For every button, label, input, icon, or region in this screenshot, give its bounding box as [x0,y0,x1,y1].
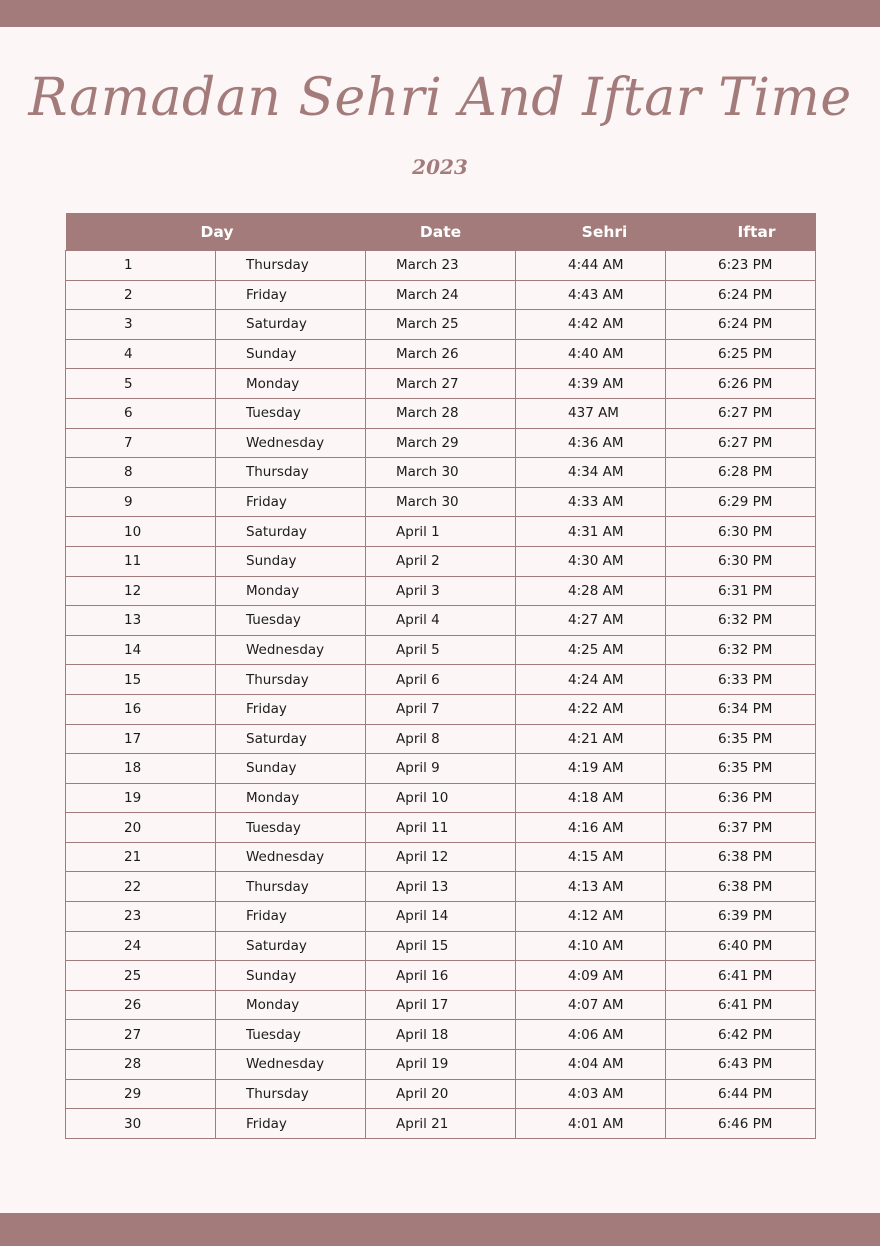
table-row [66,635,816,665]
weekday-cell: Tuesday [216,813,366,843]
date-cell: March 30 [366,458,516,488]
weekday-cell: Wednesday [216,428,366,458]
iftar-time-cell: 6:29 PM [666,487,816,517]
date-cell: April 12 [366,842,516,872]
sehri-time-cell: 4:42 AM [516,310,666,340]
year-label: 2023 [412,155,468,179]
iftar-time-cell: 6:39 PM [666,902,816,932]
table-row [66,931,816,961]
iftar-time-cell: 6:44 PM [666,1079,816,1109]
day-number-cell: 9 [66,487,216,517]
date-cell: April 9 [366,754,516,784]
day-number-cell: 23 [66,902,216,932]
weekday-cell: Tuesday [216,398,366,428]
date-cell: April 17 [366,990,516,1020]
page-title: Ramadan Sehri And Iftar Time [28,68,852,128]
sehri-time-cell: 4:18 AM [516,783,666,813]
sehri-time-cell: 4:31 AM [516,517,666,547]
column-header-day: Day [66,213,366,251]
bottom-color-band [0,1213,880,1246]
day-number-cell: 28 [66,1050,216,1080]
weekday-cell: Sunday [216,546,366,576]
table-row [66,310,816,340]
day-number-cell: 10 [66,517,216,547]
date-cell: April 3 [366,576,516,606]
table-row [66,665,816,695]
sehri-time-cell: 4:22 AM [516,694,666,724]
sehri-time-cell: 4:13 AM [516,872,666,902]
sehri-time-cell: 4:12 AM [516,902,666,932]
weekday-cell: Monday [216,576,366,606]
sehri-time-cell: 4:15 AM [516,842,666,872]
day-number-cell: 15 [66,665,216,695]
column-header-iftar: Iftar [666,213,816,251]
day-number-cell: 2 [66,280,216,310]
table-row [66,813,816,843]
table-row [66,428,816,458]
iftar-time-cell: 6:34 PM [666,694,816,724]
table-row [66,517,816,547]
date-cell: April 16 [366,961,516,991]
iftar-time-cell: 6:27 PM [666,398,816,428]
day-number-cell: 17 [66,724,216,754]
iftar-time-cell: 6:46 PM [666,1109,816,1139]
date-cell: April 4 [366,606,516,636]
day-number-cell: 11 [66,546,216,576]
date-cell: April 18 [366,1020,516,1050]
table-row [66,458,816,488]
day-number-cell: 13 [66,606,216,636]
date-cell: April 13 [366,872,516,902]
iftar-time-cell: 6:35 PM [666,754,816,784]
iftar-time-cell: 6:23 PM [666,251,816,281]
sehri-time-cell: 4:43 AM [516,280,666,310]
date-cell: April 1 [366,517,516,547]
sehri-time-cell: 4:34 AM [516,458,666,488]
day-number-cell: 27 [66,1020,216,1050]
iftar-time-cell: 6:43 PM [666,1050,816,1080]
table-row [66,1079,816,1109]
date-cell: April 7 [366,694,516,724]
table-row [66,606,816,636]
sehri-time-cell: 4:21 AM [516,724,666,754]
day-number-cell: 26 [66,990,216,1020]
date-cell: March 24 [366,280,516,310]
iftar-time-cell: 6:24 PM [666,310,816,340]
iftar-time-cell: 6:25 PM [666,339,816,369]
weekday-cell: Wednesday [216,842,366,872]
date-cell: March 28 [366,398,516,428]
weekday-cell: Wednesday [216,1050,366,1080]
day-number-cell: 18 [66,754,216,784]
weekday-cell: Monday [216,783,366,813]
iftar-time-cell: 6:28 PM [666,458,816,488]
sehri-time-cell: 4:09 AM [516,961,666,991]
table-row [66,339,816,369]
table-row [66,842,816,872]
day-number-cell: 5 [66,369,216,399]
table-row [66,872,816,902]
iftar-time-cell: 6:27 PM [666,428,816,458]
table-row [66,724,816,754]
day-number-cell: 1 [66,251,216,281]
table-row [66,694,816,724]
date-cell: March 30 [366,487,516,517]
sehri-time-cell: 4:16 AM [516,813,666,843]
sehri-time-cell: 4:24 AM [516,665,666,695]
iftar-time-cell: 6:38 PM [666,842,816,872]
sehri-time-cell: 4:01 AM [516,1109,666,1139]
top-color-band [0,0,880,27]
weekday-cell: Saturday [216,517,366,547]
weekday-cell: Friday [216,280,366,310]
day-number-cell: 8 [66,458,216,488]
weekday-cell: Tuesday [216,1020,366,1050]
day-number-cell: 25 [66,961,216,991]
iftar-time-cell: 6:42 PM [666,1020,816,1050]
sehri-time-cell: 4:33 AM [516,487,666,517]
weekday-cell: Thursday [216,251,366,281]
sehri-time-cell: 4:19 AM [516,754,666,784]
weekday-cell: Friday [216,694,366,724]
weekday-cell: Saturday [216,931,366,961]
sehri-time-cell: 4:04 AM [516,1050,666,1080]
iftar-time-cell: 6:32 PM [666,635,816,665]
date-cell: April 21 [366,1109,516,1139]
table-header-row [66,213,816,251]
sehri-time-cell: 4:07 AM [516,990,666,1020]
column-header-sehri: Sehri [516,213,666,251]
table-row [66,487,816,517]
iftar-time-cell: 6:26 PM [666,369,816,399]
date-cell: April 15 [366,931,516,961]
iftar-time-cell: 6:33 PM [666,665,816,695]
day-number-cell: 12 [66,576,216,606]
date-cell: March 25 [366,310,516,340]
table-row [66,783,816,813]
sehri-time-cell: 4:44 AM [516,251,666,281]
day-number-cell: 19 [66,783,216,813]
day-number-cell: 6 [66,398,216,428]
column-header-date: Date [366,213,516,251]
sehri-time-cell: 4:06 AM [516,1020,666,1050]
weekday-cell: Thursday [216,872,366,902]
table-row [66,1109,816,1139]
weekday-cell: Thursday [216,665,366,695]
date-cell: March 29 [366,428,516,458]
date-cell: March 27 [366,369,516,399]
sehri-time-cell: 4:36 AM [516,428,666,458]
schedule-table [65,213,816,1139]
weekday-cell: Friday [216,902,366,932]
weekday-cell: Monday [216,369,366,399]
table-row [66,546,816,576]
iftar-time-cell: 6:41 PM [666,990,816,1020]
day-number-cell: 20 [66,813,216,843]
date-cell: April 10 [366,783,516,813]
iftar-time-cell: 6:31 PM [666,576,816,606]
weekday-cell: Thursday [216,1079,366,1109]
weekday-cell: Saturday [216,724,366,754]
day-number-cell: 7 [66,428,216,458]
date-cell: March 23 [366,251,516,281]
table-row [66,398,816,428]
iftar-time-cell: 6:30 PM [666,517,816,547]
day-number-cell: 4 [66,339,216,369]
table-row [66,369,816,399]
sehri-time-cell: 4:40 AM [516,339,666,369]
date-cell: April 19 [366,1050,516,1080]
iftar-time-cell: 6:32 PM [666,606,816,636]
weekday-cell: Saturday [216,310,366,340]
table-row [66,576,816,606]
iftar-time-cell: 6:35 PM [666,724,816,754]
sehri-time-cell: 4:39 AM [516,369,666,399]
date-cell: April 14 [366,902,516,932]
weekday-cell: Sunday [216,339,366,369]
date-cell: March 26 [366,339,516,369]
weekday-cell: Friday [216,1109,366,1139]
schedule-table-container [65,213,815,1139]
weekday-cell: Monday [216,990,366,1020]
day-number-cell: 21 [66,842,216,872]
table-row [66,961,816,991]
iftar-time-cell: 6:37 PM [666,813,816,843]
date-cell: April 11 [366,813,516,843]
table-row [66,1050,816,1080]
sehri-time-cell: 4:03 AM [516,1079,666,1109]
date-cell: April 6 [366,665,516,695]
iftar-time-cell: 6:41 PM [666,961,816,991]
sehri-time-cell: 4:28 AM [516,576,666,606]
day-number-cell: 29 [66,1079,216,1109]
day-number-cell: 14 [66,635,216,665]
iftar-time-cell: 6:36 PM [666,783,816,813]
sehri-time-cell: 4:10 AM [516,931,666,961]
date-cell: April 8 [366,724,516,754]
weekday-cell: Wednesday [216,635,366,665]
date-cell: April 20 [366,1079,516,1109]
iftar-time-cell: 6:40 PM [666,931,816,961]
day-number-cell: 16 [66,694,216,724]
weekday-cell: Sunday [216,961,366,991]
sehri-time-cell: 437 AM [516,398,666,428]
iftar-time-cell: 6:24 PM [666,280,816,310]
day-number-cell: 24 [66,931,216,961]
weekday-cell: Tuesday [216,606,366,636]
table-row [66,990,816,1020]
sehri-time-cell: 4:25 AM [516,635,666,665]
day-number-cell: 3 [66,310,216,340]
sehri-time-cell: 4:30 AM [516,546,666,576]
table-header [66,213,816,251]
weekday-cell: Sunday [216,754,366,784]
weekday-cell: Friday [216,487,366,517]
day-number-cell: 30 [66,1109,216,1139]
date-cell: April 5 [366,635,516,665]
table-row [66,280,816,310]
table-row [66,902,816,932]
table-row [66,251,816,281]
table-row [66,754,816,784]
weekday-cell: Thursday [216,458,366,488]
day-number-cell: 22 [66,872,216,902]
table-body [66,251,816,1139]
date-cell: April 2 [366,546,516,576]
table-row [66,1020,816,1050]
iftar-time-cell: 6:30 PM [666,546,816,576]
iftar-time-cell: 6:38 PM [666,872,816,902]
sehri-time-cell: 4:27 AM [516,606,666,636]
